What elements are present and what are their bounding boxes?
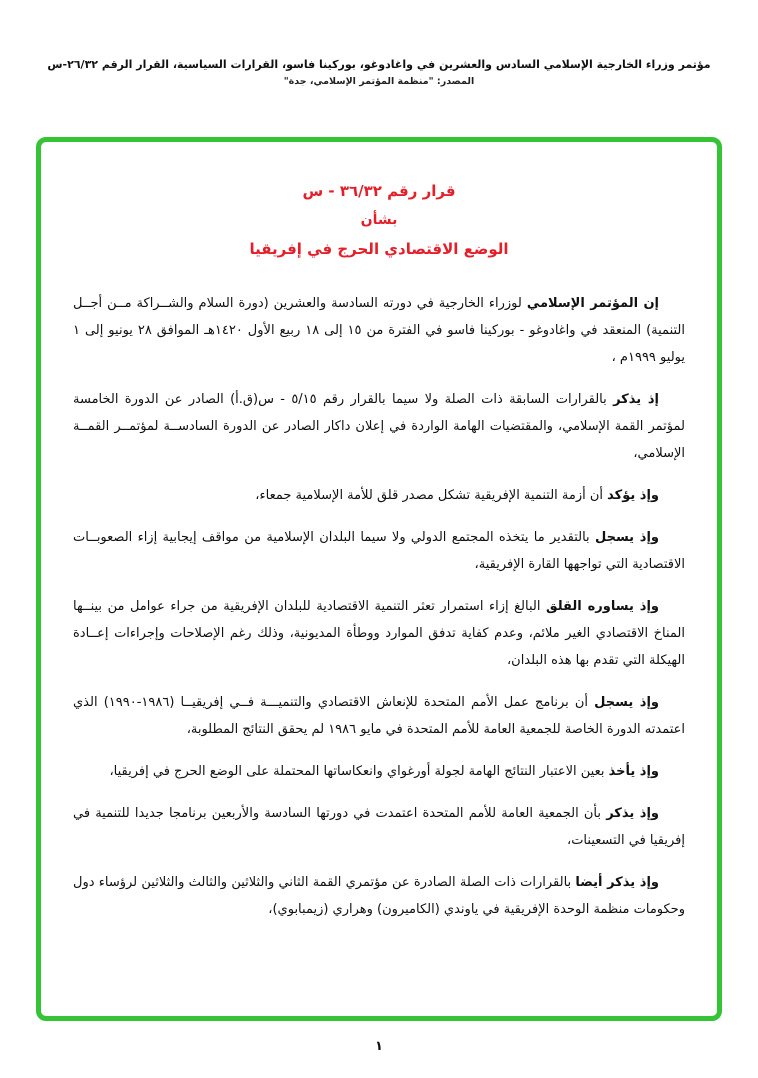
paragraph-text: لوزراء الخارجية في دورته السادسة والعشرين (دورة السلام والشــراكة مــن أجــل التنمية) المنعقد في واغادوغو - بوركينا فاسو في الفترة من ١٥ إلى ١٨ ربيع الأول ١٤٢٠هـ الموافق ٢٨ يونيو إلى ١ يوليو ١٩٩٩م ،: [73, 296, 685, 365]
paragraph-lead: وإذ يسجل: [594, 530, 659, 545]
paragraph: [73, 593, 685, 674]
paragraph: [73, 524, 685, 578]
paragraph: [73, 869, 685, 923]
paragraph-lead: إذ يذكر: [613, 392, 659, 407]
header-citation: مؤتمر وزراء الخارجية الإسلامي السادس والعشرين في واغادوغو، بوركينا فاسو، القرارات السياسية، القرار الرقم ٢٦/٣٢-س: [47, 58, 711, 71]
paragraph-lead: وإذ يساوره القلق: [545, 599, 659, 614]
paragraph-text: بالقرارات السابقة ذات الصلة ولا سيما بالقرار رقم ٥/١٥ - س(ق.أ) الصادر عن الدورة الخامسة لمؤتمر القمة الإسلامي، والمقتضيات الهامة الواردة في إعلان داكار الصادر عن الدورة السادســة لمؤتمــر القمــة الإسلامي،: [73, 392, 685, 461]
paragraph-text: بأن الجمعية العامة للأمم المتحدة اعتمدت في دورتها السادسة والأربعين برنامجا جديدا للتنمية في إفريقيا في التسعينات،: [73, 806, 685, 848]
paragraph-text: بالتقدير ما يتخذه المجتمع الدولي ولا سيما البلدان الإسلامية من مواقف إيجابية إزاء الصعوبــات الاقتصادية التي تواجهها القارة الإفريقية،: [73, 530, 685, 572]
paragraph-lead: وإذ يأخذ: [608, 764, 659, 779]
paragraph-lead: وإذ يذكر أيضا: [575, 875, 659, 890]
paragraph-text: أن برنامج عمل الأمم المتحدة للإنعاش الاقتصادي والتنميـــة فــي إفريقيــا (١٩٨٦-١٩٩٠) الذي اعتمدته الدورة الخاصة للجمعية العامة للأمم المتحدة في مايو ١٩٨٦ لم يحقق النتائج المطلوبة،: [73, 695, 685, 737]
paragraph: [73, 482, 685, 509]
paragraph-text: أن أزمة التنمية الإفريقية تشكل مصدر قلق للأمة الإسلامية جمعاء،: [255, 488, 604, 503]
paragraph-lead: وإذ يؤكد: [607, 488, 659, 503]
paragraph: [73, 386, 685, 467]
resolution-subject: الوضع الاقتصادي الحرج في إفريقيا: [249, 240, 509, 258]
paragraph: [73, 758, 685, 785]
paragraph: [73, 689, 685, 743]
resolution-regarding: بشأن: [360, 212, 398, 228]
paragraph: [73, 800, 685, 854]
resolution-body: [73, 290, 685, 923]
green-frame: [36, 137, 722, 1021]
resolution-title-block: [73, 182, 685, 258]
resolution-number: قرار رقم ٣٦/٣٢ - س: [302, 182, 456, 200]
paragraph-text: البالغ إزاء استمرار تعثر التنمية الاقتصادية للبلدان الإفريقية من جراء عوامل من بينــها المناخ الاقتصادي الغير ملائم، وعدم كفاية تدفق الموارد ووطأة المديونية، وذلك رغم الإصلاحات وإجراءات إعــادة الهيكلة التي تقدم بها هذه البلدان،: [73, 599, 685, 668]
header-source: المصدر: "منظمة المؤتمر الإسلامي، جدة": [283, 76, 475, 87]
paragraph-text: بعين الاعتبار النتائج الهامة لجولة أورغواي وانعكاساتها المحتملة على الوضع الحرج في إفريقيا،: [109, 764, 605, 779]
paragraph-lead: وإذ يذكر: [606, 806, 659, 821]
paragraph-text: بالقرارات ذات الصلة الصادرة عن مؤتمري القمة الثاني والثلاثين والثالث والثلاثين لرؤساء دول وحكومات منظمة الوحدة الإفريقية في ياوندي (الكاميرون) وهراري (زيمبابوي)،: [73, 875, 685, 917]
paragraph-lead: وإذ يسجل: [594, 695, 659, 710]
paragraph: [73, 290, 685, 371]
paragraph-lead: إن المؤتمر الإسلامي: [526, 296, 660, 311]
document-header: [0, 58, 758, 87]
page-number: ١: [375, 1039, 383, 1054]
